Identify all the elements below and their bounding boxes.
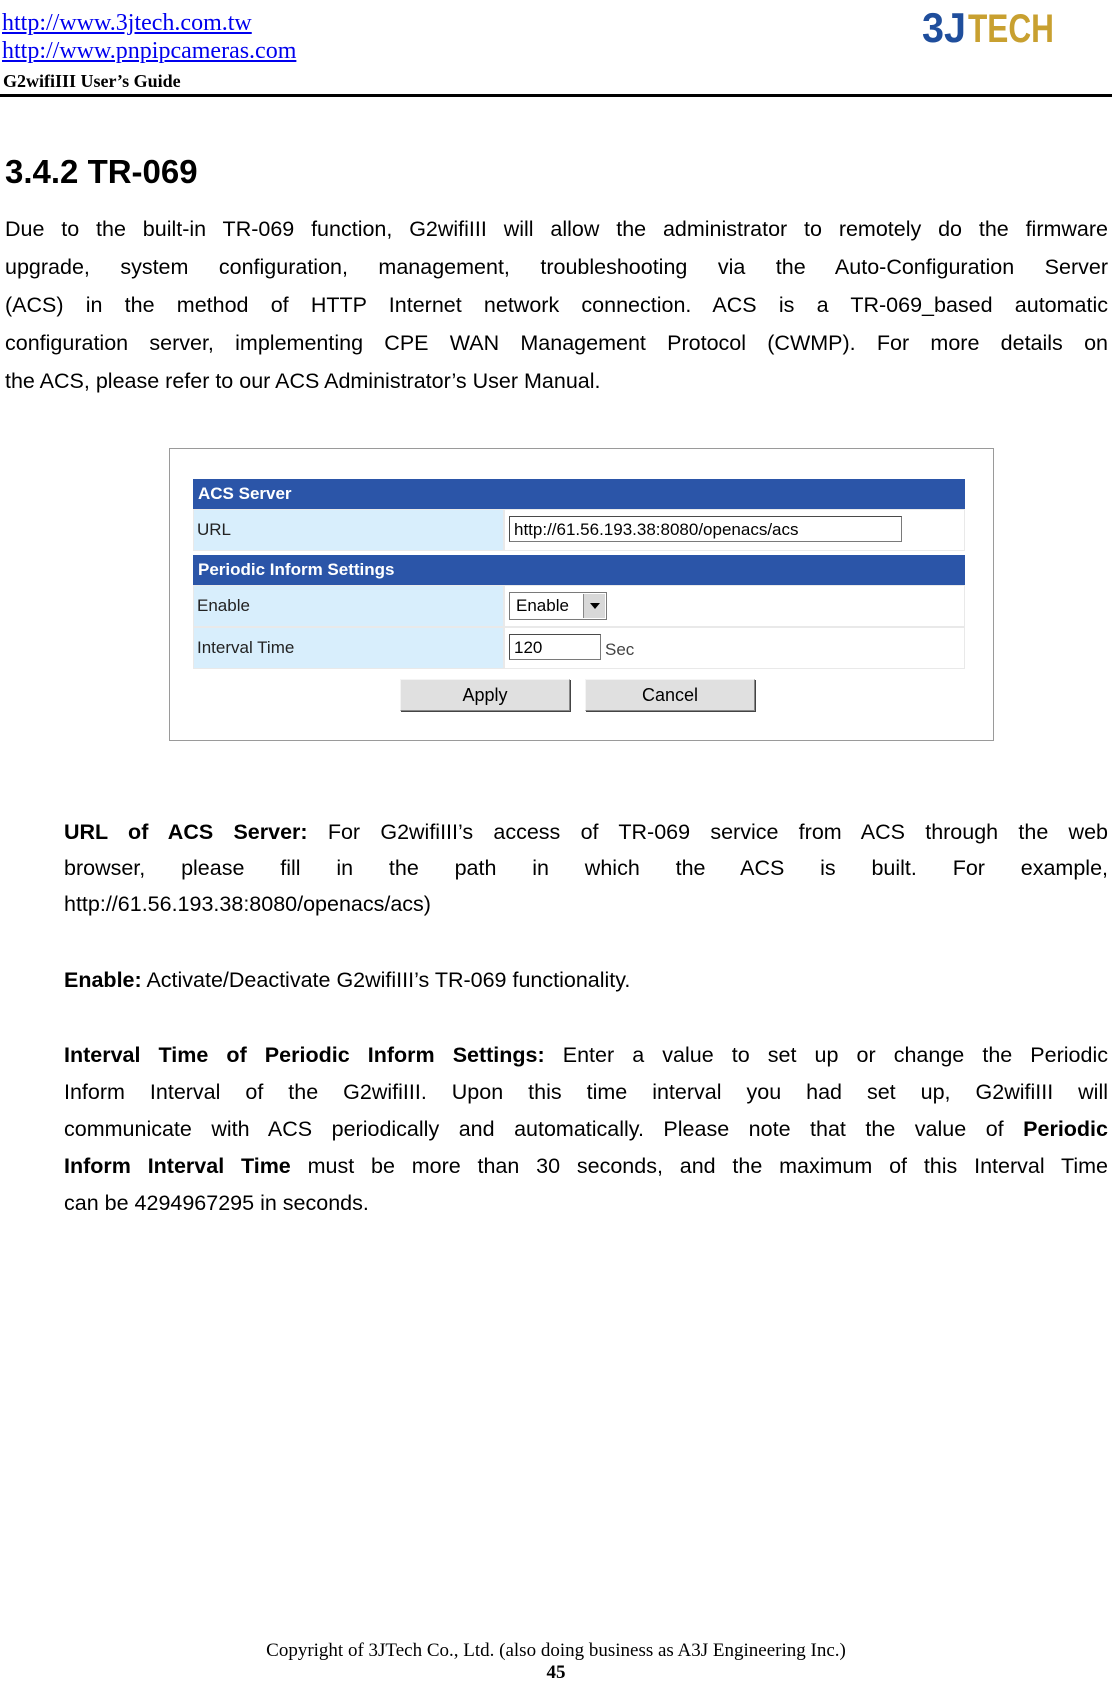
copyright-notice: Copyright of 3JTech Co., Ltd. (also doing business as A3J Engineering Inc.) — [266, 1640, 846, 1661]
enable-select[interactable] — [509, 592, 607, 620]
enable-desc-term: Enable: — [64, 968, 142, 992]
guide-title: G2wifiIII User’s Guide — [3, 71, 181, 91]
interval-desc-term: Interval Time of Periodic Inform Settings: — [64, 1043, 545, 1067]
url-row — [193, 509, 965, 551]
intro-line-3: (ACS) in the method of HTTP Internet network connection. ACS is a TR-069_based automatic — [5, 293, 1108, 317]
3jtech-logo — [922, 2, 1057, 60]
enable-desc: Enable: Activate/Deactivate G2wifiIII’s TR-069 functionality. — [64, 968, 631, 992]
section-title: 3.4.2 TR-069 — [5, 153, 198, 190]
apply-button[interactable]: Apply — [400, 679, 570, 711]
page-number: 45 — [546, 1662, 566, 1683]
cancel-button[interactable]: Cancel — [585, 679, 755, 711]
chevron-down-icon[interactable] — [583, 594, 605, 618]
intro-line-2: upgrade, system configuration, management, troubleshooting via the Auto-Configuration Server — [5, 255, 1108, 279]
url-desc-line-1: URL of ACS Server: For G2wifiIII’s access of TR-069 service from ACS through the web — [64, 820, 1108, 844]
enable-select-value: Enable — [516, 596, 569, 615]
tr069-settings-screenshot — [169, 448, 994, 741]
interval-unit: Sec — [605, 640, 635, 659]
enable-label: Enable — [194, 586, 503, 626]
website-link-3jtech[interactable]: http://www.3jtech.com.tw — [2, 10, 252, 36]
url-desc-line-2: browser, please fill in the path in which the ACS is built. For example, — [64, 856, 1108, 880]
interval-row — [193, 627, 965, 669]
interval-desc-line-5: can be 4294967295 in seconds. — [64, 1191, 369, 1215]
intro-line-1: Due to the built-in TR-069 function, G2wifiIII will allow the administrator to remotely do the firmware — [5, 217, 1108, 241]
interval-desc-line-3: communicate with ACS periodically and automatically. Please note that the value of Periodic — [64, 1117, 1108, 1141]
url-label: URL — [194, 510, 503, 550]
url-input[interactable]: http://61.56.193.38:8080/openacs/acs — [509, 516, 902, 542]
svg-text:3J: 3J — [922, 4, 966, 51]
acs-server-header: ACS Server — [193, 479, 965, 509]
intro-line-5: the ACS, please refer to our ACS Administrator’s User Manual. — [5, 369, 601, 393]
interval-desc-line-4: Inform Interval Time must be more than 30 seconds, and the maximum of this Interval Time — [64, 1154, 1108, 1178]
interval-input[interactable]: 120 — [509, 634, 601, 660]
interval-desc-line-1: Interval Time of Periodic Inform Settings: Enter a value to set up or change the Periodic — [64, 1043, 1108, 1067]
header-rule — [0, 94, 1112, 97]
svg-text:TECH: TECH — [968, 7, 1054, 51]
interval-desc-line-2: Inform Interval of the G2wifiIII. Upon this time interval you had set up, G2wifiIII will — [64, 1080, 1108, 1104]
periodic-inform-header: Periodic Inform Settings — [193, 555, 965, 585]
website-link-pnpipcameras[interactable]: http://www.pnpipcameras.com — [2, 38, 297, 64]
interval-label: Interval Time — [194, 628, 503, 668]
enable-row — [193, 585, 965, 627]
url-desc-line-3: http://61.56.193.38:8080/openacs/acs) — [64, 892, 431, 916]
intro-line-4: configuration server, implementing CPE WAN Management Protocol (CWMP). For more details on — [5, 331, 1108, 355]
url-desc-term: URL of ACS Server: — [64, 820, 308, 844]
